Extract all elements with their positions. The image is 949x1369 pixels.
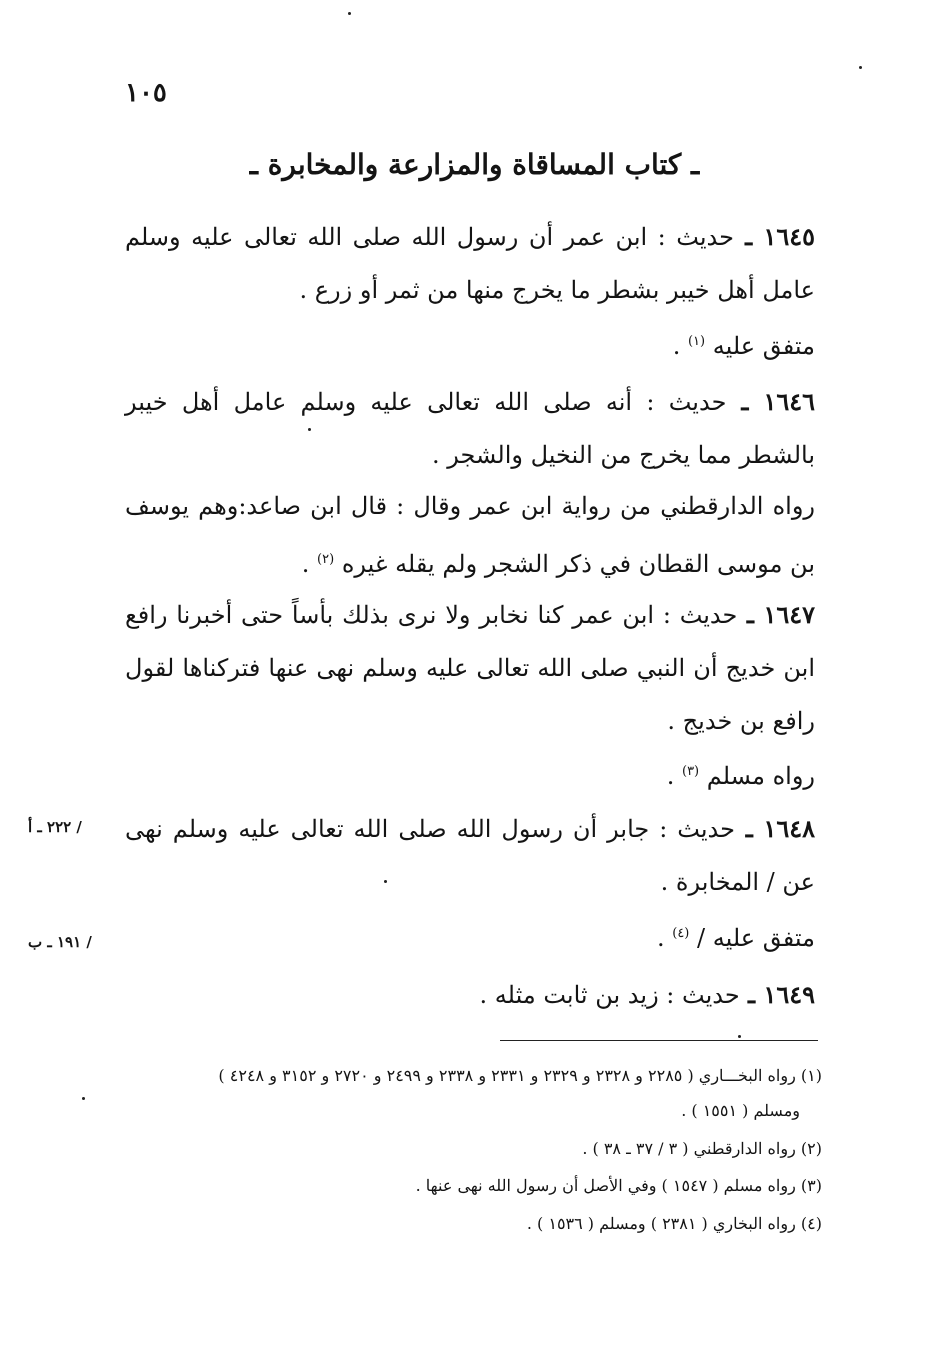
hadith-text: حديث : زيد بن ثابت مثله . (479, 981, 740, 1009)
hadith-number: ١٦٤٩ (763, 980, 815, 1009)
footnote-ref: (١) (687, 334, 706, 349)
scan-speck (384, 880, 387, 883)
chapter-title: ـ كتاب المساقاة والمزارعة والمخابرة ـ (249, 148, 700, 181)
footnote-ref: (٤) (672, 926, 690, 941)
hadith-1648 (125, 802, 815, 909)
footnote-2: (٢) رواه الدارقطني ( ٣ / ٣٧ ـ ٣٨ ) . (582, 1139, 822, 1158)
footnote-1-cont: ومسلم ( ١٥٥١ ) . (681, 1101, 800, 1120)
source-1648 (125, 907, 815, 965)
margin-folio-note: / ١٩١ ـ ب (28, 933, 92, 951)
source-text: متفق عليه / (697, 924, 815, 952)
dash: ـ (733, 222, 764, 251)
footnote-3: (٣) رواه مسلم ( ١٥٤٧ ) وفي الأصل أن رسول الله نهى عنها . (415, 1176, 822, 1195)
footnote-ref: (٣) (681, 764, 700, 779)
source-text: رواه الدارقطني من رواية ابن عمر وقال : قال ابن صاعد:وهم يوسف بن موسى القطان في ذكر الشجر ولم يقله غيره (125, 492, 815, 578)
hadith-number: ١٦٤٦ (763, 387, 815, 416)
hadith-number: ١٦٤٨ (763, 814, 815, 843)
scan-speck (348, 12, 351, 15)
period: . (656, 924, 673, 952)
hadith-text: حديث : جابر أن رسول الله صلى الله تعالى عليه وسلم نهى عن / المخابرة . (125, 815, 815, 896)
source-text: متفق عليه (712, 332, 815, 360)
source-1646 (125, 480, 815, 591)
dash: ـ (739, 980, 764, 1009)
scan-speck (859, 66, 862, 69)
dash: ـ (726, 387, 764, 416)
period: . (666, 762, 682, 790)
hadith-number: ١٦٤٧ (763, 600, 815, 629)
hadith-1645 (125, 210, 815, 317)
source-1647 (125, 745, 815, 803)
dash: ـ (734, 814, 764, 843)
hadith-1647 (125, 588, 815, 748)
source-1645 (125, 315, 815, 373)
footnote-4: (٤) رواه البخاري ( ٢٣٨١ ) ومسلم ( ١٥٣٦ ) . (526, 1214, 822, 1233)
hadith-number: ١٦٤٥ (763, 222, 816, 251)
hadith-text: حديث : ابن عمر كنا نخابر ولا نرى بذلك بأساً حتى أخبرنا رافع ابن خديج أن النبي صلى الله تعالى عليه وسلم نهى عنها فتركناها لقول رافع بن خديج . (125, 601, 815, 735)
footnote-separator (500, 1040, 818, 1041)
footnote-1: (١) رواه البخـــاري ( ٢٢٨٥ و ٢٣٢٨ و ٢٣٢٩ و ٢٣٣١ و ٢٣٣٨ و ٢٤٩٩ و ٢٧٢٠ و ٣١٥٢ و ٤٢٤٨ ) (218, 1066, 822, 1085)
scan-speck (308, 428, 311, 431)
period: . (672, 332, 688, 360)
hadith-1649 (125, 968, 815, 1022)
page-number: ١٠٥ (125, 78, 167, 108)
hadith-text: حديث : ابن عمر أن رسول الله صلى الله تعالى عليه وسلم عامل أهل خيبر بشطر ما يخرج منها من ثمر أو زرع . (125, 223, 815, 304)
margin-folio-note: / ٢٢٢ ـ أ (28, 818, 82, 836)
dash: ـ (737, 600, 764, 629)
hadith-text: حديث : أنه صلى الله تعالى عليه وسلم عامل أهل خيبر بالشطر مما يخرج من النخيل والشجر . (125, 388, 815, 469)
scan-speck (738, 1035, 741, 1038)
scan-speck (82, 1097, 85, 1100)
source-text: رواه مسلم (706, 762, 815, 790)
hadith-1646 (125, 375, 815, 482)
period: . (301, 550, 318, 578)
footnote-ref: (٢) (317, 552, 335, 567)
